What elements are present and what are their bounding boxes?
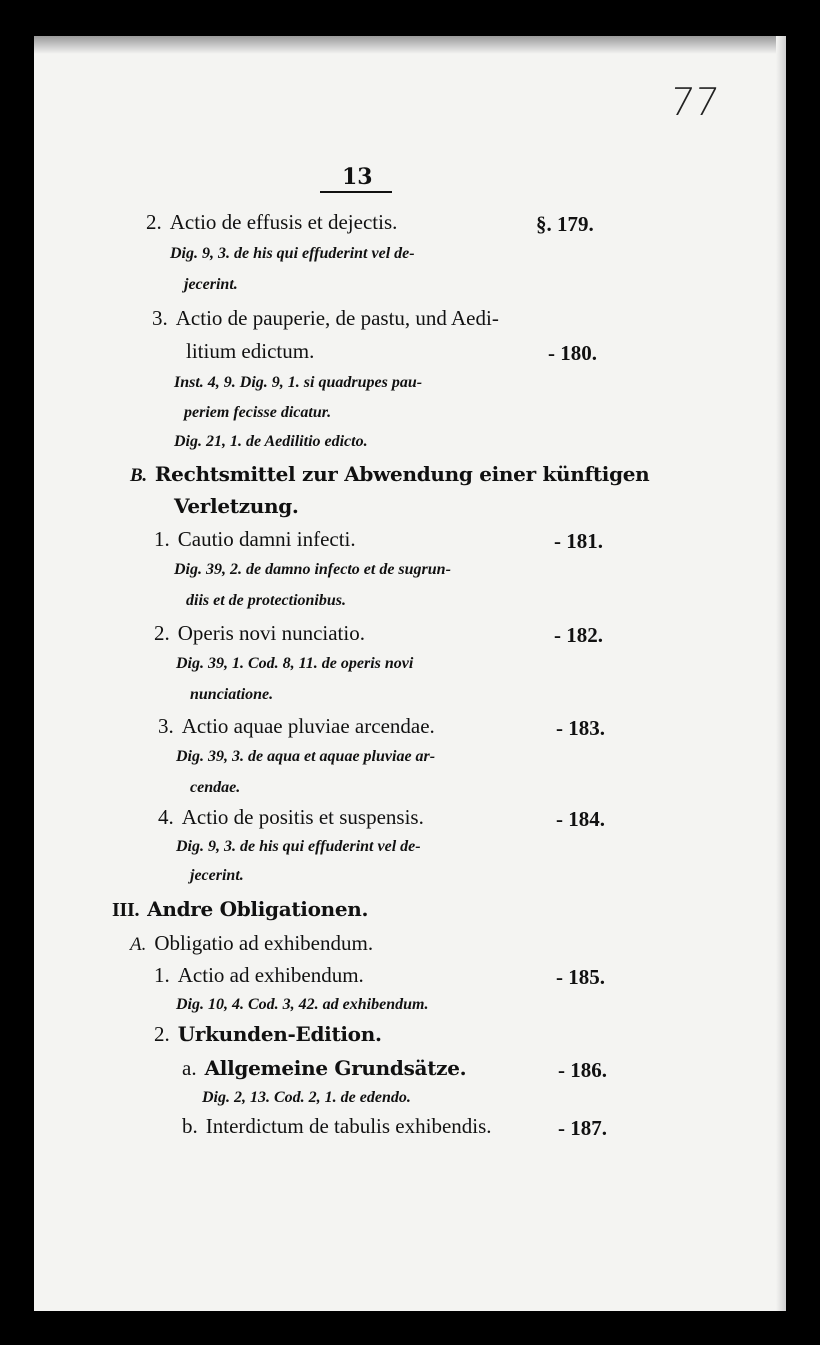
entry-181-ref: - 181. bbox=[554, 529, 603, 553]
entry-186-line bbox=[182, 1058, 466, 1079]
section-a-heading bbox=[130, 933, 373, 954]
entry-181-citation-1: Dig. 39, 2. de damno infecto et de sugrun- bbox=[174, 561, 451, 578]
entry-185-line bbox=[154, 965, 364, 986]
entry-urkunden-line bbox=[154, 1024, 382, 1045]
entry-title: Operis novi nunciatio. bbox=[177, 621, 365, 645]
page-number: 13 bbox=[342, 164, 373, 190]
section-b-heading-2: Verletzung. bbox=[174, 494, 299, 518]
page-top-edge bbox=[34, 36, 786, 54]
entry-number: 2. bbox=[154, 1022, 170, 1046]
page-right-edge bbox=[776, 36, 786, 1311]
entry-179-ref: §. 179. bbox=[536, 212, 594, 236]
section-letter: B. bbox=[130, 465, 147, 486]
entry-182-citation-1: Dig. 39, 1. Cod. 8, 11. de operis novi bbox=[176, 655, 414, 672]
entry-title: Urkunden-Edition. bbox=[177, 1022, 382, 1046]
entry-183-line bbox=[158, 716, 435, 737]
entry-186-ref: - 186. bbox=[558, 1058, 607, 1082]
archive-number: 77 bbox=[666, 80, 722, 124]
entry-185-citation-1: Dig. 10, 4. Cod. 3, 42. ad exhibendum. bbox=[176, 996, 429, 1013]
entry-180-line-1 bbox=[152, 308, 499, 329]
entry-179-citation-2: jecerint. bbox=[184, 276, 238, 293]
entry-title: Cautio damni infecti. bbox=[177, 527, 356, 551]
section-iii-heading bbox=[112, 899, 368, 920]
entry-187-line bbox=[182, 1116, 492, 1137]
entry-182-ref: - 182. bbox=[554, 623, 603, 647]
entry-title: Actio ad exhibendum. bbox=[177, 963, 364, 987]
section-letter: A. bbox=[130, 934, 147, 955]
entry-title: Actio de effusis et dejectis. bbox=[169, 210, 398, 234]
entry-183-citation-2: cendae. bbox=[190, 779, 241, 796]
entry-181-citation-2: diis et de protectionibus. bbox=[186, 592, 346, 609]
section-b-heading-1 bbox=[130, 464, 649, 485]
entry-182-citation-2: nunciatione. bbox=[190, 686, 274, 703]
section-title: Andre Obligationen. bbox=[147, 897, 369, 921]
entry-number: 1. bbox=[154, 963, 170, 987]
entry-182-line bbox=[154, 623, 365, 644]
page-number-rule bbox=[320, 191, 392, 193]
entry-180-citation-3: Dig. 21, 1. de Aedilitio edicto. bbox=[174, 433, 368, 450]
entry-title: Allgemeine Grundsätze. bbox=[204, 1056, 467, 1080]
entry-180-citation-1: Inst. 4, 9. Dig. 9, 1. si quadrupes pau- bbox=[174, 374, 423, 391]
section-number: III. bbox=[112, 899, 140, 921]
entry-185-ref: - 185. bbox=[556, 965, 605, 989]
entry-184-ref: - 184. bbox=[556, 807, 605, 831]
entry-number: 3. bbox=[152, 306, 168, 330]
document-page bbox=[34, 36, 786, 1311]
entry-title: Actio aquae pluviae arcendae. bbox=[181, 714, 435, 738]
entry-179-line bbox=[146, 212, 397, 233]
entry-183-ref: - 183. bbox=[556, 716, 605, 740]
entry-number: b. bbox=[182, 1114, 198, 1138]
entry-number: a. bbox=[182, 1056, 197, 1080]
entry-187-ref: - 187. bbox=[558, 1116, 607, 1140]
entry-184-line bbox=[158, 807, 424, 828]
section-title: Rechtsmittel zur Abwendung einer künftigen bbox=[154, 462, 650, 486]
entry-number: 1. bbox=[154, 527, 170, 551]
entry-title: Actio de positis et suspensis. bbox=[181, 805, 424, 829]
entry-180-line-2: litium edictum. bbox=[186, 339, 315, 363]
entry-184-citation-2: jecerint. bbox=[190, 867, 244, 884]
entry-181-line bbox=[154, 529, 356, 550]
entry-180-citation-2: periem fecisse dicatur. bbox=[184, 404, 332, 421]
entry-184-citation-1: Dig. 9, 3. de his qui effuderint vel de- bbox=[176, 838, 421, 855]
entry-180-ref: - 180. bbox=[548, 341, 597, 365]
entry-number: 4. bbox=[158, 805, 174, 829]
entry-179-citation-1: Dig. 9, 3. de his qui effuderint vel de- bbox=[170, 245, 415, 262]
entry-number: 3. bbox=[158, 714, 174, 738]
entry-number: 2. bbox=[154, 621, 170, 645]
entry-186-citation-1: Dig. 2, 13. Cod. 2, 1. de edendo. bbox=[202, 1089, 411, 1106]
section-title: Obligatio ad exhibendum. bbox=[154, 931, 374, 955]
entry-title: Actio de pauperie, de pastu, und Aedi- bbox=[175, 306, 499, 330]
entry-number: 2. bbox=[146, 210, 162, 234]
entry-title: Interdictum de tabulis exhibendis. bbox=[205, 1114, 492, 1138]
entry-183-citation-1: Dig. 39, 3. de aqua et aquae pluviae ar- bbox=[176, 748, 436, 765]
